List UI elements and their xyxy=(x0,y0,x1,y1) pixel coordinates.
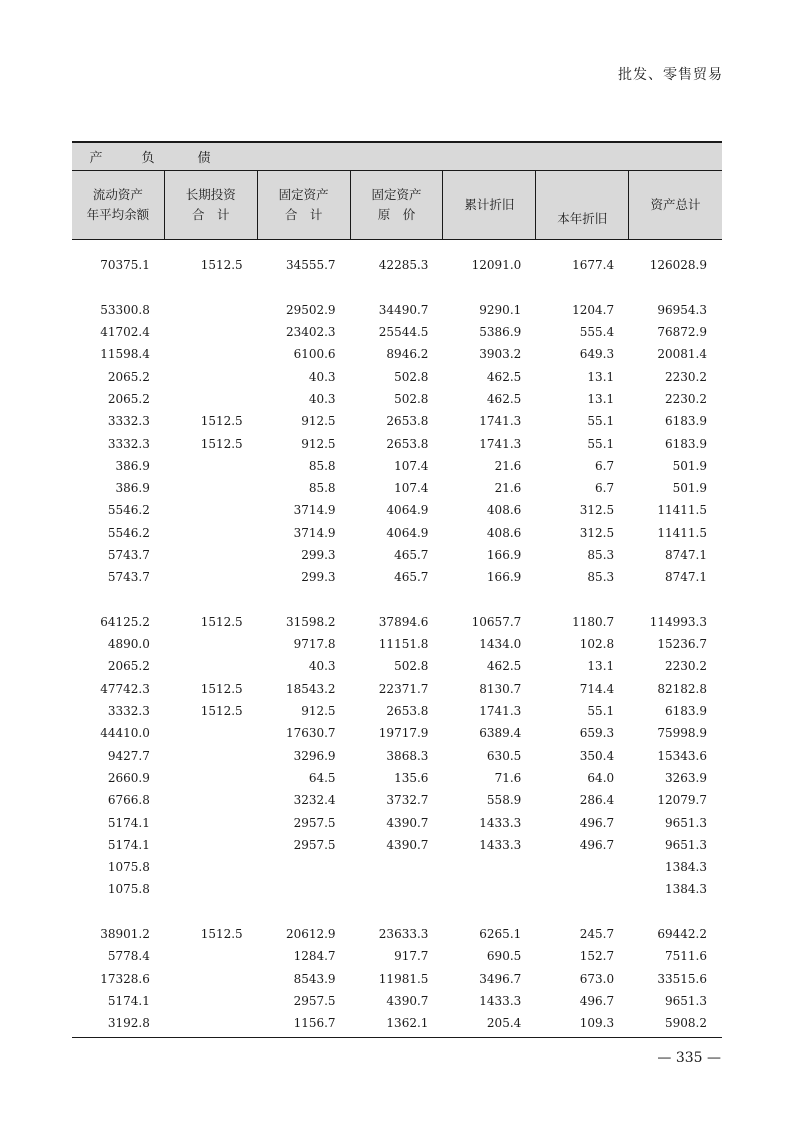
table-cell: 3714.9 xyxy=(293,525,336,540)
table-cell: 23402.3 xyxy=(285,325,336,340)
table-cell: 501.9 xyxy=(672,458,707,473)
table-cell: 386.9 xyxy=(115,481,150,496)
table-cell: 13.1 xyxy=(587,391,615,406)
table-cell: 34555.7 xyxy=(285,258,336,273)
table-cell: 312.5 xyxy=(579,525,615,540)
section-band xyxy=(72,143,722,171)
table-cell: 3868.3 xyxy=(386,748,429,763)
table-body xyxy=(72,240,722,1034)
table-cell: 3232.4 xyxy=(293,793,336,808)
table-cell: 85.8 xyxy=(308,481,336,496)
table-cell: 96954.3 xyxy=(657,302,707,317)
table-cell: 126028.9 xyxy=(649,258,707,273)
table-cell: 8946.2 xyxy=(386,347,429,362)
header-fixed-assets-total: 固定资产 合 计 xyxy=(258,171,351,239)
table-cell: 5174.1 xyxy=(107,993,150,1008)
running-head: 批发、零售贸易 xyxy=(618,67,723,83)
table-cell: 3332.3 xyxy=(107,436,150,451)
table-cell: 12091.0 xyxy=(471,258,522,273)
table-cell: 2957.5 xyxy=(293,993,336,1008)
table-cell: 205.4 xyxy=(486,1016,522,1031)
table-cell: 1512.5 xyxy=(200,436,243,451)
table-cell: 3903.2 xyxy=(479,347,522,362)
table-cell: 6.7 xyxy=(595,458,615,473)
table-cell: 5386.9 xyxy=(479,325,522,340)
table-cell: 659.3 xyxy=(579,726,615,741)
table-cell: 350.4 xyxy=(579,748,615,763)
table-cell: 465.7 xyxy=(394,570,429,585)
table-row xyxy=(72,321,722,343)
table-cell: 18543.2 xyxy=(285,681,336,696)
table-cell: 1433.3 xyxy=(479,993,522,1008)
table-cell: 502.8 xyxy=(394,369,429,384)
table-cell: 21.6 xyxy=(494,458,522,473)
table-cell: 75998.9 xyxy=(657,726,707,741)
table-cell: 5546.2 xyxy=(107,503,150,518)
table-cell: 1741.3 xyxy=(479,704,522,719)
table-cell: 7511.6 xyxy=(664,949,707,964)
table-cell: 29502.9 xyxy=(285,302,336,317)
table-cell: 19717.9 xyxy=(378,726,429,741)
table-cell: 85.3 xyxy=(587,570,615,585)
table-cell: 8747.1 xyxy=(664,548,707,562)
table-row xyxy=(72,923,722,945)
header-current-year-depreciation: 本年折旧 xyxy=(536,171,629,239)
table-cell: 3296.9 xyxy=(293,748,336,763)
table-row xyxy=(72,365,722,387)
table-cell: 1512.5 xyxy=(200,414,243,429)
table-row xyxy=(72,566,722,588)
table-cell: 690.5 xyxy=(486,949,522,964)
table-cell: 312.5 xyxy=(579,503,615,518)
table-cell: 53300.8 xyxy=(100,302,150,317)
table-cell: 9427.7 xyxy=(107,748,150,763)
table-row xyxy=(72,254,722,276)
table-row xyxy=(72,455,722,477)
table-cell: 462.5 xyxy=(486,391,522,406)
table-cell: 6183.9 xyxy=(664,436,707,451)
table-cell: 9651.3 xyxy=(664,837,707,852)
table-row xyxy=(72,745,722,767)
table-row xyxy=(72,522,722,544)
header-current-assets: 流动资产 年平均余额 xyxy=(72,171,165,239)
table-cell: 44410.0 xyxy=(100,726,150,741)
table-cell: 6100.6 xyxy=(293,347,336,362)
table-cell: 501.9 xyxy=(672,481,707,496)
table-row xyxy=(72,767,722,789)
table-cell: 4390.7 xyxy=(386,837,429,852)
header-accumulated-depreciation: 累计折旧 xyxy=(443,171,536,239)
table-cell: 3332.3 xyxy=(107,704,150,719)
table-row xyxy=(72,834,722,856)
table-cell: 9651.3 xyxy=(664,993,707,1008)
table-row xyxy=(72,410,722,432)
table-cell: 1512.5 xyxy=(200,704,243,719)
table-cell: 6389.4 xyxy=(479,726,522,741)
table-row xyxy=(72,388,722,410)
table-cell: 286.4 xyxy=(579,793,615,808)
table-cell: 6183.9 xyxy=(664,704,707,719)
table-cell: 386.9 xyxy=(115,458,150,473)
table-cell: 912.5 xyxy=(301,414,336,429)
table-cell: 2230.2 xyxy=(664,659,707,674)
table-cell: 8543.9 xyxy=(293,971,336,986)
table-cell: 20081.4 xyxy=(657,347,707,362)
table-cell: 2230.2 xyxy=(664,369,707,384)
table-cell: 2065.2 xyxy=(107,391,150,406)
table-cell: 673.0 xyxy=(579,971,615,986)
table-cell: 11411.5 xyxy=(657,503,707,518)
table-cell: 5908.2 xyxy=(664,1016,707,1031)
table-cell: 21.6 xyxy=(494,481,522,496)
table-cell: 496.7 xyxy=(579,837,615,852)
table-cell: 1384.3 xyxy=(664,860,707,875)
table-cell: 85.8 xyxy=(308,458,336,473)
table-row xyxy=(72,633,722,655)
table-cell: 4064.9 xyxy=(386,503,429,518)
table-cell: 1156.7 xyxy=(293,1016,336,1031)
table-row xyxy=(72,811,722,833)
table-cell: 15343.6 xyxy=(657,748,707,763)
table-cell: 55.1 xyxy=(587,704,615,719)
table-cell: 33515.6 xyxy=(657,971,707,986)
table-cell: 5778.4 xyxy=(107,949,150,964)
table-cell: 2653.8 xyxy=(386,436,429,451)
table-cell: 109.3 xyxy=(579,1016,615,1031)
table-row xyxy=(72,1012,722,1034)
band-char: 债 xyxy=(197,151,211,166)
table-cell: 3732.7 xyxy=(386,793,429,808)
table-cell: 2653.8 xyxy=(386,414,429,429)
table-cell: 462.5 xyxy=(486,659,522,674)
table-cell: 1075.8 xyxy=(107,860,150,875)
table-cell: 5174.1 xyxy=(107,837,150,852)
table-cell: 408.6 xyxy=(486,525,522,540)
table-cell: 1677.4 xyxy=(572,258,615,273)
table-row xyxy=(72,945,722,967)
table-cell: 135.6 xyxy=(394,770,429,785)
table-row xyxy=(72,990,722,1012)
table-cell: 40.3 xyxy=(308,391,336,406)
table-cell: 76872.9 xyxy=(657,325,707,340)
table-cell: 3192.8 xyxy=(107,1016,150,1031)
table-cell: 152.7 xyxy=(579,949,615,964)
table-cell: 408.6 xyxy=(486,503,522,518)
table-row xyxy=(72,968,722,990)
table-cell: 42285.3 xyxy=(378,258,429,273)
table-cell: 38901.2 xyxy=(100,927,150,942)
table-cell: 4890.0 xyxy=(107,637,150,652)
table-cell: 1512.5 xyxy=(200,258,243,273)
header-long-term-investment: 长期投资 合 计 xyxy=(165,171,258,239)
table-row xyxy=(72,856,722,878)
table-cell: 6.7 xyxy=(595,481,615,496)
table-cell: 555.4 xyxy=(579,325,615,340)
table-cell: 1512.5 xyxy=(200,681,243,696)
header-total-assets: 资产总计 xyxy=(650,197,701,212)
table-cell: 22371.7 xyxy=(378,681,429,696)
table-cell: 107.4 xyxy=(394,481,429,496)
table-cell: 3332.3 xyxy=(107,414,150,429)
table-row xyxy=(72,655,722,677)
table-cell: 11981.5 xyxy=(378,971,429,986)
table-cell: 11151.8 xyxy=(378,637,429,652)
band-char: 负 xyxy=(141,151,155,166)
table-cell: 1362.1 xyxy=(386,1016,429,1031)
table-row xyxy=(72,276,722,298)
table-cell: 2230.2 xyxy=(664,391,707,406)
table-cell: 1180.7 xyxy=(572,614,615,629)
table-row xyxy=(72,678,722,700)
table-cell: 3263.9 xyxy=(664,770,707,785)
table-row xyxy=(72,432,722,454)
table-cell: 3714.9 xyxy=(293,503,336,518)
table-row xyxy=(72,878,722,900)
table-row xyxy=(72,901,722,923)
table-header xyxy=(72,171,722,240)
table-cell: 85.3 xyxy=(587,548,615,562)
table-cell: 40.3 xyxy=(308,659,336,674)
table-cell: 1741.3 xyxy=(479,414,522,429)
table-cell: 15236.7 xyxy=(657,637,707,652)
table-cell: 6183.9 xyxy=(664,414,707,429)
table-row xyxy=(72,611,722,633)
table-cell: 4390.7 xyxy=(386,993,429,1008)
table-row xyxy=(72,700,722,722)
table-cell: 502.8 xyxy=(394,391,429,406)
table-cell: 5743.7 xyxy=(107,548,150,562)
table-cell: 2957.5 xyxy=(293,815,336,830)
table-cell: 102.8 xyxy=(579,637,615,652)
table-cell: 55.1 xyxy=(587,436,615,451)
table-cell: 1433.3 xyxy=(479,837,522,852)
table-cell: 64.0 xyxy=(587,770,615,785)
table-cell: 917.7 xyxy=(394,949,429,964)
table-row xyxy=(72,477,722,499)
table-cell: 1075.8 xyxy=(107,882,150,897)
table-cell: 245.7 xyxy=(579,927,615,942)
table-cell: 1204.7 xyxy=(572,302,615,317)
table-cell: 5743.7 xyxy=(107,570,150,585)
table-cell: 496.7 xyxy=(579,993,615,1008)
table-row xyxy=(72,789,722,811)
table-row xyxy=(72,544,722,566)
bottom-rule xyxy=(72,1037,722,1038)
table-cell: 2065.2 xyxy=(107,659,150,674)
table-cell: 5174.1 xyxy=(107,815,150,830)
table-cell: 11598.4 xyxy=(100,347,150,362)
table-cell: 71.6 xyxy=(494,770,522,785)
table-cell: 23633.3 xyxy=(378,927,429,942)
table-cell: 9651.3 xyxy=(664,815,707,830)
table-cell: 2065.2 xyxy=(107,369,150,384)
data-table xyxy=(72,141,722,1034)
table-cell: 502.8 xyxy=(394,659,429,674)
table-cell: 31598.2 xyxy=(285,614,336,629)
table-cell: 496.7 xyxy=(579,815,615,830)
table-cell: 6265.1 xyxy=(479,927,522,942)
table-cell: 13.1 xyxy=(587,659,615,674)
table-cell: 299.3 xyxy=(301,570,336,585)
table-cell: 25544.5 xyxy=(378,325,429,340)
table-cell: 17630.7 xyxy=(285,726,336,741)
table-cell: 4390.7 xyxy=(386,815,429,830)
table-cell: 1433.3 xyxy=(479,815,522,830)
table-cell: 10657.7 xyxy=(471,614,522,629)
band-char: 产 xyxy=(89,151,103,166)
table-cell: 4064.9 xyxy=(386,525,429,540)
table-cell: 912.5 xyxy=(301,436,336,451)
table-cell: 2653.8 xyxy=(386,704,429,719)
table-cell: 114993.3 xyxy=(649,614,707,629)
table-cell: 34490.7 xyxy=(378,302,429,317)
table-cell: 41702.4 xyxy=(100,325,150,340)
table-cell: 1284.7 xyxy=(293,949,336,964)
table-cell: 12079.7 xyxy=(657,793,707,808)
table-cell: 8130.7 xyxy=(479,681,522,696)
table-row xyxy=(72,722,722,744)
page-number: — 335 — xyxy=(657,1050,721,1066)
table-cell: 17328.6 xyxy=(100,971,150,986)
header-fixed-assets-original: 固定资产 原 价 xyxy=(351,171,444,239)
table-cell: 1741.3 xyxy=(479,436,522,451)
table-cell: 1434.0 xyxy=(479,637,522,652)
table-row xyxy=(72,299,722,321)
table-cell: 558.9 xyxy=(486,793,522,808)
table-cell: 465.7 xyxy=(394,548,429,562)
table-row xyxy=(72,343,722,365)
table-cell: 649.3 xyxy=(579,347,615,362)
table-row xyxy=(72,499,722,521)
table-cell: 166.9 xyxy=(486,548,522,562)
table-cell: 1384.3 xyxy=(664,882,707,897)
table-cell: 107.4 xyxy=(394,458,429,473)
table-cell: 40.3 xyxy=(308,369,336,384)
table-row xyxy=(72,588,722,610)
table-cell: 8747.1 xyxy=(664,570,707,585)
table-cell: 462.5 xyxy=(486,369,522,384)
table-cell: 299.3 xyxy=(301,548,336,562)
table-cell: 13.1 xyxy=(587,369,615,384)
table-cell: 1512.5 xyxy=(200,614,243,629)
table-cell: 6766.8 xyxy=(107,793,150,808)
table-cell: 11411.5 xyxy=(657,525,707,540)
table-cell: 9290.1 xyxy=(479,302,522,317)
table-cell: 3496.7 xyxy=(479,971,522,986)
table-cell: 714.4 xyxy=(579,681,615,696)
table-cell: 55.1 xyxy=(587,414,615,429)
table-cell: 5546.2 xyxy=(107,525,150,540)
table-cell: 82182.8 xyxy=(657,681,707,696)
table-cell: 1512.5 xyxy=(200,927,243,942)
table-cell: 69442.2 xyxy=(657,927,707,942)
table-cell: 630.5 xyxy=(486,748,522,763)
table-cell: 912.5 xyxy=(301,704,336,719)
table-cell: 64.5 xyxy=(308,770,336,785)
table-cell: 20612.9 xyxy=(285,927,336,942)
table-cell: 2660.9 xyxy=(107,770,150,785)
table-cell: 166.9 xyxy=(486,570,522,585)
table-cell: 47742.3 xyxy=(100,681,150,696)
table-cell: 64125.2 xyxy=(100,614,150,629)
table-cell: 2957.5 xyxy=(293,837,336,852)
table-cell: 70375.1 xyxy=(100,258,150,273)
table-cell: 37894.6 xyxy=(378,614,429,629)
table-cell: 9717.8 xyxy=(293,637,336,652)
